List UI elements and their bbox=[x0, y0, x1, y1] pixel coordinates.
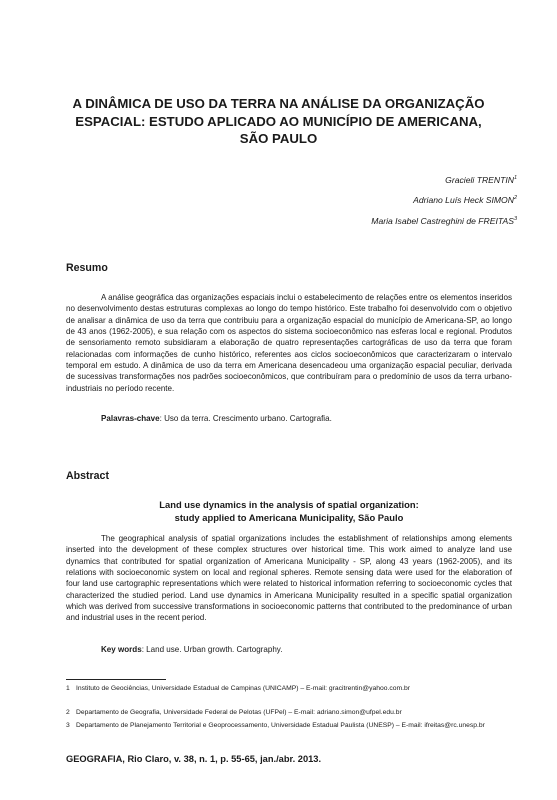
title-line-3: SÃO PAULO bbox=[239, 131, 318, 146]
footnote-divider bbox=[66, 679, 166, 680]
footnote-text: Departamento de Geografia, Universidade Federal de Pelotas (UFPel) – E-mail: adriano.simon@ufpel.edu.br bbox=[76, 709, 402, 716]
footnote-number: 1 bbox=[66, 685, 70, 692]
journal-citation: GEOGRAFIA, Rio Claro, v. 38, n. 1, p. 55-65, jan./abr. 2013. bbox=[66, 754, 322, 764]
abstract-heading: Abstract bbox=[66, 470, 109, 482]
author bbox=[371, 210, 517, 230]
keywords-text: : Uso da terra. Crescimento urbano. Cartografia. bbox=[159, 414, 332, 423]
footnote-text: Instituto de Geociências, Universidade Estadual de Campinas (UNICAMP) – E-mail: gracitrentin@yahoo.com.br bbox=[76, 685, 410, 692]
author bbox=[371, 189, 517, 209]
abstract-title-line-1: Land use dynamics in the analysis of spatial organization: bbox=[159, 499, 419, 510]
abstract-title-line-2: study applied to Americana Municipality, São Paulo bbox=[174, 512, 404, 523]
footnote bbox=[66, 684, 512, 694]
keywords-label: Key words bbox=[101, 645, 142, 654]
resumo-keywords bbox=[101, 414, 332, 423]
author-name: Adriano Luís Heck SIMON bbox=[413, 195, 514, 206]
title-line-2: ESPACIAL: ESTUDO APLICADO AO MUNICÍPIO DE AMERICANA, bbox=[75, 113, 482, 129]
keywords-text: : Land use. Urban growth. Cartography. bbox=[141, 645, 283, 654]
author-name: Gracieli TRENTIN bbox=[445, 174, 514, 185]
resumo-paragraph: A análise geográfica das organizações espaciais inclui o estabelecimento de relações entre os elementos inseridos no desenvolvimento destas estruturas complexas ao longo do tempo histórico. Este trabalho foi desenvolvido com o objetivo de analisar a dinâmica de uso da terra que contribuiu para a organização espacial do município de Americana-SP, ao longo de 43 anos (1962-2005), e sua relação com os aspectos do sistema socioeconômico nas esferas local e regional. Produtos de sensoriamento remoto subsidiaram a elaboração de quatro representações cartográficas de uso da terra que foram relacionadas com informações de cunho histórico, referentes aos ciclos socioeconômicos que caracterizaram o intervalo temporal em estudo. A dinâmica de uso da terra em Americana desencadeou uma organização espacial peculiar, derivada de sucessivas transformações nos padrões socioeconômicos, que contribuíram para o predomínio de usos da terra urbano-industriais no período recente. bbox=[66, 293, 512, 393]
resumo-heading: Resumo bbox=[66, 262, 108, 274]
author bbox=[371, 169, 517, 189]
footnote-number: 3 bbox=[66, 722, 70, 729]
footnote bbox=[66, 721, 512, 731]
footnote-number: 2 bbox=[66, 709, 70, 716]
abstract-paragraph: The geographical analysis of spatial organizations includes the establishment of relationships among elements inserted into the development of these complex structures over historical time. This work aimed to analyze land use dynamics that contributed for spatial organization of Americana Municipality - SP, along 43 years (1962-2005), and its relations with socioeconomic system on local and regional spheres. Remote sensing data were used for the elaboration of four land use cartographic representations which were related to historical information referring to socioeconomic cycles that characterized the studied period. Land use dynamics in Americana Municipality resulted in a specific spatial organization which was derived from successive transformations in socioeconomic patterns that contributed to the predominance of urban and industrial uses in the recent period. bbox=[66, 534, 512, 623]
author-affiliation-mark: 3 bbox=[513, 215, 517, 222]
abstract-keywords bbox=[101, 645, 282, 654]
footnote bbox=[66, 708, 512, 718]
author-list bbox=[371, 169, 517, 230]
keywords-label: Palavras-chave bbox=[101, 414, 160, 423]
article-title bbox=[40, 95, 517, 148]
author-affiliation-mark: 2 bbox=[513, 195, 517, 202]
author-name: Maria Isabel Castreghini de FREITAS bbox=[371, 215, 514, 226]
author-affiliation-mark: 1 bbox=[513, 175, 517, 181]
abstract-title bbox=[66, 498, 512, 524]
footnote-text: Departamento de Planejamento Territorial e Geoprocessamento, Universidade Estadual Paulista (UNESP) – E-mail: ifreitas@rc.unesp.br bbox=[76, 722, 485, 729]
title-line-1: A DINÂMICA DE USO DA TERRA NA ANÁLISE DA ORGANIZAÇÃO bbox=[72, 96, 485, 111]
